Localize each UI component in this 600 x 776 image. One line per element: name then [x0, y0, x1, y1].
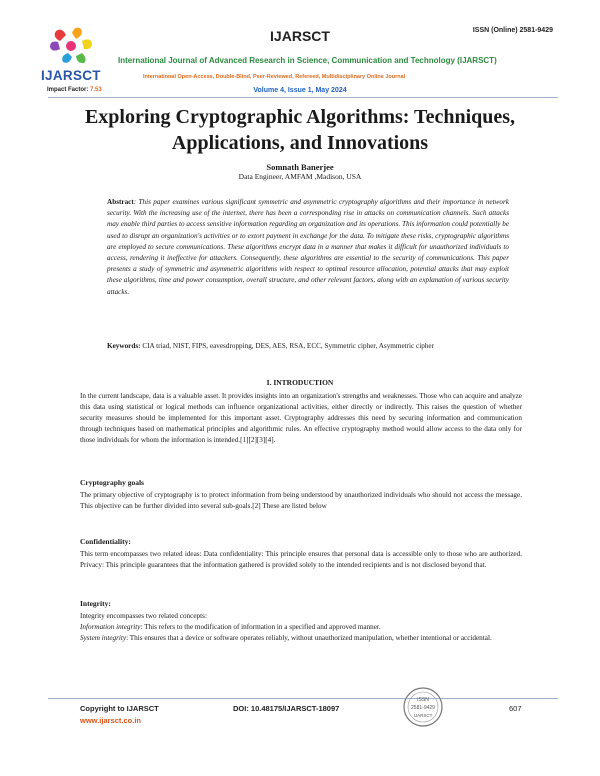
keywords-label: Keywords: [107, 342, 141, 350]
svg-text:ISSN: ISSN [417, 697, 429, 703]
footer-doi: DOI: 10.48175/IJARSCT-18097 [233, 704, 340, 713]
journal-full-name: International Journal of Advanced Research in Science, Communication and Technology (IJARSCT) [118, 56, 497, 65]
title-line-2: Applications, and Innovations [171, 132, 429, 154]
integrity-heading: Integrity: [80, 599, 111, 608]
section-introduction-heading: I. INTRODUCTION [266, 378, 334, 387]
svg-text:IJARSCT: IJARSCT [413, 713, 433, 718]
goals-paragraph: The primary objective of cryptography is to protect information from being understood by unauthorized individuals who should not access the message. This objective can be further divided into several sub-goals.[2] These are listed below [80, 491, 522, 511]
information-integrity-label: Information integrity [80, 623, 141, 631]
confidentiality-heading: Confidentiality: [80, 537, 131, 546]
logo-text: IJARSCT [41, 68, 101, 83]
svg-text:2581-9429: 2581-9429 [411, 705, 435, 711]
keywords [107, 341, 507, 352]
information-integrity-text: : This refers to the modification of information in a specified and approved manner. [140, 623, 381, 631]
paper-title [30, 104, 570, 156]
issn-label: ISSN (Online) 2581-9429 [472, 27, 553, 34]
journal-subtitle: International Open-Access, Double-Blind, Peer-Reviewed, Refereed, Multidisciplinary Online Journal [143, 74, 406, 80]
journal-short-name: IJARSCT [270, 28, 330, 44]
system-integrity-label: System integrity [80, 634, 127, 642]
confidentiality-paragraph: This term encompasses two related ideas: Data confidentiality: This principle ensures that personal data is accessible only to those who are authorized. Privacy: This principle guarantees that the information gathered is provided solely to the intended recipients and is not disclosed beyond that. [80, 550, 522, 570]
abstract [107, 197, 509, 298]
system-integrity-text: : This ensures that a device or software operates reliably, without unauthorized manipulation, whether intentional or accidental. [126, 634, 492, 642]
volume-issue: Volume 4, Issue 1, May 2024 [253, 87, 347, 94]
impact-factor-value: 7.53 [90, 87, 102, 93]
confidentiality-heading-text: Confidentiality [80, 537, 129, 546]
footer-copyright: Copyright to IJARSCT [80, 704, 159, 713]
information-integrity [80, 622, 522, 633]
abstract-text: : This paper examines various significant symmetric and asymmetric cryptography algorithms and their importance in network security. With the increasing use of the internet, there has been a corresponding rise in attacks on communication channels. Such attacks may enable third parties to access sensitive information regarding an organization and its operations. This information could potentially be used to disrupt an organization's activities or to extort payment in exchange for the data. To mitigate these risks, cryptographic algorithms are employed to secure communications. These algorithms encrypt data in a manner that makes it difficult for unauthorized individuals to access, rendering it ineffective for attackers. Consequently, these algorithms are essential to the security of communications. This paper presents a study of symmetric and asymmetric algorithms with respect to optimal resource allocation, potential attacks that may exploit these algorithms, time and power consumption, overall structure, and other relevant factors, along with an explanation of various security attacks. [107, 198, 510, 296]
abstract-label: Abstract [107, 198, 134, 206]
issn-stamp-seal [402, 686, 444, 728]
impact-factor-label: Impact Factor: [47, 87, 91, 93]
author-name: Somnath Banerjee [266, 162, 334, 172]
footer-website-link[interactable]: www.ijarsct.co.in [80, 716, 141, 725]
keywords-text: CIA triad, NIST, FIPS, eavesdropping, DES, AES, RSA, ECC, Symmetric cipher, Asymmetric cipher [140, 342, 434, 350]
goals-heading: Cryptography goals [80, 478, 144, 487]
intro-paragraph: In the current landscape, data is a valuable asset. It provides insights into an organization's strengths and weaknesses. Those who can acquire and analyze this data using statistical or logical methods can influence organizational activities, either directly or indirectly. This raises the question of whether security measures should be implemented for this important asset. Cryptography addresses this need by securing information and communication through techniques based on mathematical principles and algorithmic rules. An effective cryptography method would allow access to the data only for those individuals for whom the information is intended.[1][2][3][4]. [80, 392, 522, 445]
system-integrity [80, 633, 522, 644]
title-line-1: Exploring Cryptographic Algorithms: Techniques, [84, 106, 516, 128]
integrity-intro: Integrity encompasses two related concepts: [80, 612, 207, 620]
page-number: 607 [509, 704, 522, 713]
logo-swirl-icon [50, 28, 92, 63]
header-divider [48, 97, 558, 98]
footer-divider [48, 698, 558, 699]
integrity-heading-text: Integrity [80, 599, 109, 608]
author-affiliation: Data Engineer, AMFAM ,Madison, USA [238, 172, 362, 181]
